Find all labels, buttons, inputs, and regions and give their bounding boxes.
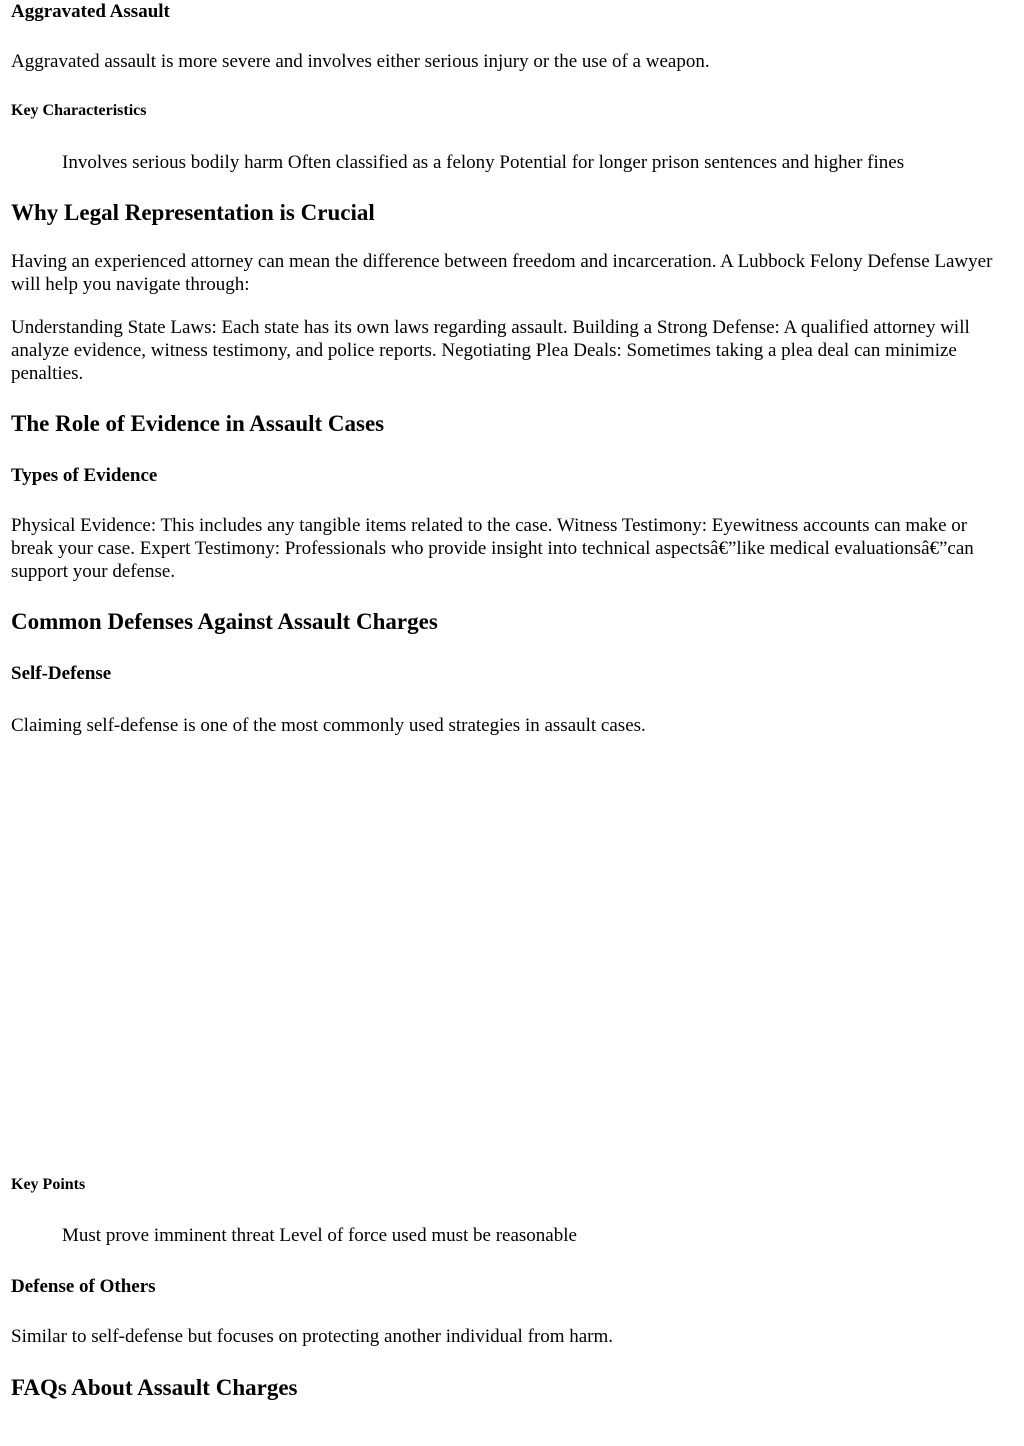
- key-characteristics-list: Involves serious bodily harm Often classified as a felony Potential for longer prison sentences and higher fines: [62, 152, 905, 173]
- evidence-heading: The Role of Evidence in Assault Cases: [11, 411, 385, 436]
- legal-representation-list: Understanding State Laws: Each state has its own laws regarding assault. Building a Strong Defense: A qualified attorney will analyze evidence, witness testimony, and police reports. Negotiating Plea Deals: Sometimes taking a plea deal can minimize penalties.: [11, 317, 970, 384]
- types-of-evidence-text: Physical Evidence: This includes any tangible items related to the case. Witness Testimony: Eyewitness accounts can make or break your case. Expert Testimony: Professionals who provide insight into technical aspectsâ€”like medical evaluationsâ€”can support your defense.: [11, 515, 974, 582]
- aggravated-assault-heading: Aggravated Assault: [11, 1, 170, 22]
- legal-representation-intro: Having an experienced attorney can mean the difference between freedom and incarceration. A Lubbock Felony Defense Lawyer will help you navigate through:: [11, 251, 993, 295]
- types-of-evidence-heading: Types of Evidence: [11, 465, 158, 486]
- self-defense-text: Claiming self-defense is one of the most commonly used strategies in assault cases.: [11, 715, 646, 736]
- key-points-heading: Key Points: [11, 1176, 86, 1193]
- aggravated-assault-text: Aggravated assault is more severe and involves either serious injury or the use of a weapon.: [11, 51, 710, 72]
- blank-space: [11, 737, 1014, 1175]
- legal-representation-heading: Why Legal Representation is Crucial: [11, 200, 375, 225]
- faqs-heading: FAQs About Assault Charges: [11, 1375, 298, 1400]
- defense-of-others-text: Similar to self-defense but focuses on protecting another individual from harm.: [11, 1326, 614, 1347]
- defense-of-others-heading: Defense of Others: [11, 1276, 156, 1297]
- common-defenses-heading: Common Defenses Against Assault Charges: [11, 609, 438, 634]
- key-points-list: Must prove imminent threat Level of force used must be reasonable: [62, 1225, 577, 1246]
- self-defense-heading: Self-Defense: [11, 663, 112, 684]
- key-characteristics-heading: Key Characteristics: [11, 102, 147, 119]
